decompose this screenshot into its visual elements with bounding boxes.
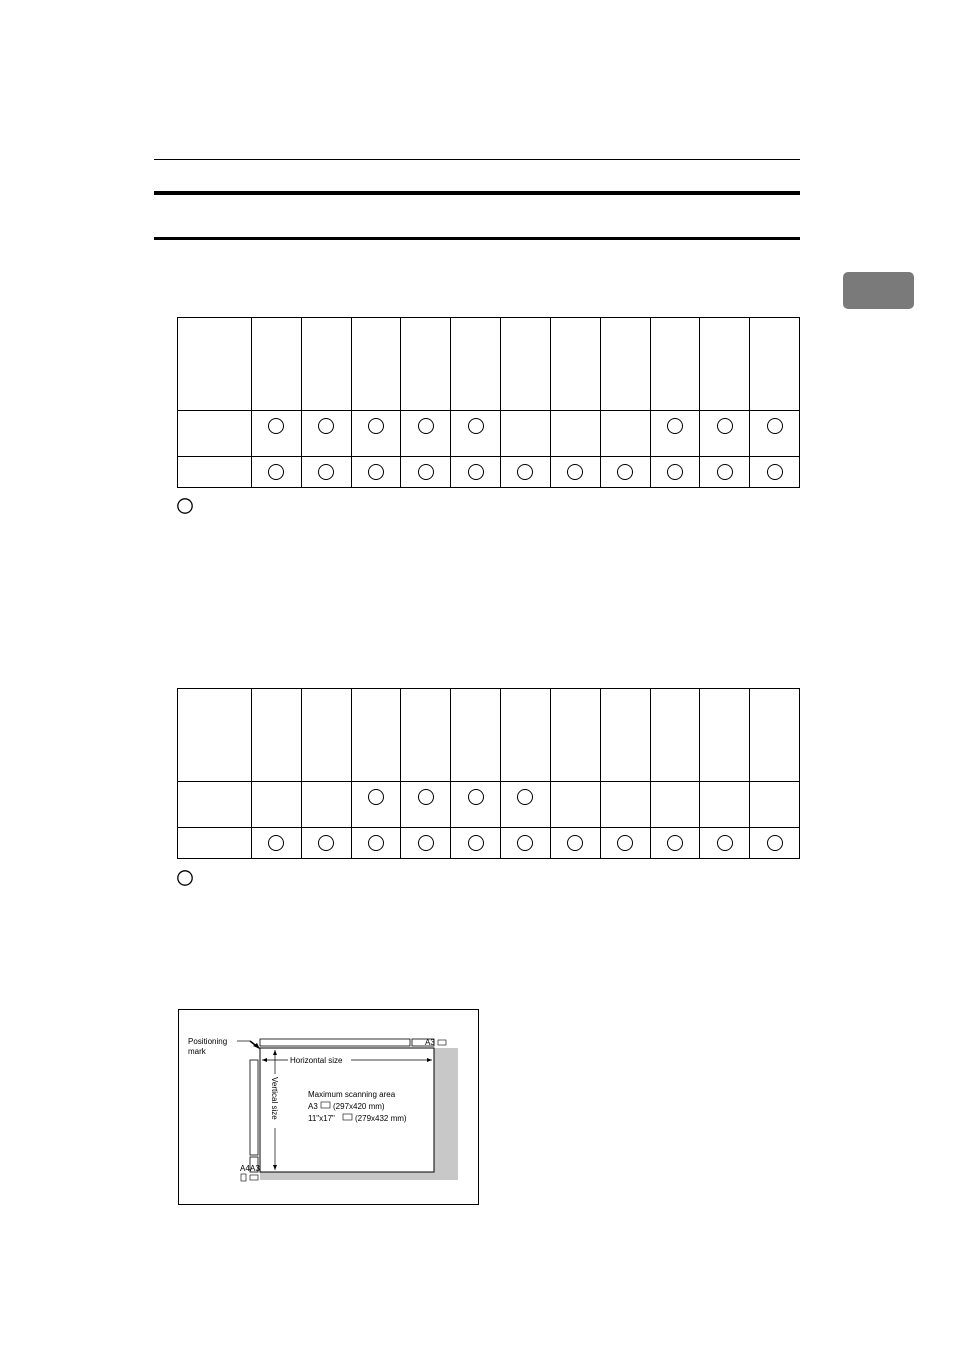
- available-circle-icon: [617, 835, 633, 851]
- a3-top-label: A3: [425, 1038, 435, 1047]
- availability-cell: [401, 828, 451, 859]
- availability-cell: [750, 457, 800, 488]
- availability-cell: [451, 457, 501, 488]
- available-circle-icon: [667, 464, 683, 480]
- availability-cell: [301, 411, 351, 457]
- available-circle-icon: [717, 418, 733, 434]
- header-size-cell: [650, 318, 700, 411]
- available-circle-icon: [767, 835, 783, 851]
- available-circle-icon: [667, 835, 683, 851]
- header-label-cell: [178, 689, 252, 782]
- availability-cell: [501, 457, 551, 488]
- availability-cell: [252, 782, 302, 828]
- available-circle-icon: [517, 789, 533, 805]
- availability-cell: [301, 828, 351, 859]
- available-circle-icon: [667, 418, 683, 434]
- horizontal-size-label: Horizontal size: [290, 1056, 343, 1065]
- max-area-ledger-dims: (279x432 mm): [355, 1114, 407, 1123]
- availability-cell: [252, 828, 302, 859]
- header-size-cell: [750, 318, 800, 411]
- availability-cell: [550, 457, 600, 488]
- row-label-cell: [178, 828, 252, 859]
- row-label-cell: [178, 782, 252, 828]
- availability-cell: [550, 411, 600, 457]
- header-size-cell: [252, 689, 302, 782]
- header-size-cell: [301, 318, 351, 411]
- available-circle-icon: [418, 418, 434, 434]
- available-circle-icon: [567, 464, 583, 480]
- legend-circle-icon-1: [177, 498, 193, 514]
- available-circle-icon: [318, 464, 334, 480]
- max-area-ledger-prefix: 11"x17": [308, 1114, 335, 1123]
- availability-cell: [301, 457, 351, 488]
- available-circle-icon: [717, 464, 733, 480]
- availability-cell: [252, 457, 302, 488]
- a3-bottom-label: A3: [250, 1164, 260, 1173]
- header-size-cell: [301, 689, 351, 782]
- availability-cell: [650, 828, 700, 859]
- positioning-mark-label-2: mark: [188, 1047, 206, 1056]
- max-area-a3-dims: (297x420 mm): [333, 1102, 385, 1111]
- header-size-cell: [700, 689, 750, 782]
- available-circle-icon: [418, 464, 434, 480]
- header-size-cell: [750, 689, 800, 782]
- max-area-title: Maximum scanning area: [308, 1090, 396, 1099]
- header-size-cell: [550, 689, 600, 782]
- available-circle-icon: [368, 789, 384, 805]
- availability-cell: [301, 782, 351, 828]
- section-heading-bottom-rule: [154, 237, 800, 240]
- available-circle-icon: [318, 835, 334, 851]
- chapter-tab-marker: [843, 272, 914, 309]
- available-circle-icon: [767, 464, 783, 480]
- available-circle-icon: [418, 835, 434, 851]
- availability-cell: [600, 828, 650, 859]
- row-label-cell: [178, 457, 252, 488]
- header-size-cell: [252, 318, 302, 411]
- availability-cell: [252, 411, 302, 457]
- available-circle-icon: [468, 418, 484, 434]
- a4-label: A4: [240, 1164, 250, 1173]
- top-scale-bar: [260, 1039, 410, 1046]
- availability-cell: [351, 828, 401, 859]
- available-circle-icon: [517, 835, 533, 851]
- max-area-a3-prefix: A3: [308, 1102, 318, 1111]
- scanning-area-diagram: [179, 1010, 480, 1206]
- availability-cell: [650, 457, 700, 488]
- available-circle-icon: [368, 464, 384, 480]
- availability-cell: [700, 411, 750, 457]
- available-circle-icon: [468, 835, 484, 851]
- legend-circle-icon-2: [177, 870, 193, 886]
- table-row: [178, 457, 800, 488]
- landscape-orientation-icon: [438, 1040, 446, 1045]
- available-circle-icon: [368, 835, 384, 851]
- section-heading-top-rule: [154, 191, 800, 195]
- availability-cell: [600, 782, 650, 828]
- availability-cell: [650, 782, 700, 828]
- availability-table-2: [177, 688, 800, 859]
- available-circle-icon: [617, 464, 633, 480]
- availability-cell: [451, 828, 501, 859]
- a3-landscape-small-icon: [250, 1175, 258, 1180]
- header-size-cell: [401, 318, 451, 411]
- availability-cell: [401, 411, 451, 457]
- availability-cell: [750, 411, 800, 457]
- availability-cell: [700, 457, 750, 488]
- availability-cell: [451, 411, 501, 457]
- availability-cell: [600, 411, 650, 457]
- available-circle-icon: [268, 464, 284, 480]
- availability-cell: [550, 828, 600, 859]
- header-size-cell: [401, 689, 451, 782]
- header-size-cell: [451, 318, 501, 411]
- availability-cell: [501, 828, 551, 859]
- top-thin-rule: [154, 159, 800, 160]
- header-size-cell: [451, 689, 501, 782]
- available-circle-icon: [767, 418, 783, 434]
- availability-cell: [351, 457, 401, 488]
- left-scale-bar: [250, 1060, 258, 1155]
- availability-cell: [401, 782, 451, 828]
- available-circle-icon: [268, 835, 284, 851]
- available-circle-icon: [717, 835, 733, 851]
- availability-cell: [750, 782, 800, 828]
- availability-cell: [401, 457, 451, 488]
- scanning-area-figure: [178, 1009, 479, 1205]
- availability-cell: [550, 782, 600, 828]
- available-circle-icon: [368, 418, 384, 434]
- availability-cell: [351, 782, 401, 828]
- table-row: [178, 782, 800, 828]
- available-circle-icon: [318, 418, 334, 434]
- header-size-cell: [501, 689, 551, 782]
- availability-cell: [501, 782, 551, 828]
- availability-cell: [650, 411, 700, 457]
- availability-cell: [351, 411, 401, 457]
- availability-cell: [501, 411, 551, 457]
- header-size-cell: [501, 318, 551, 411]
- availability-cell: [750, 828, 800, 859]
- available-circle-icon: [567, 835, 583, 851]
- table-row: [178, 411, 800, 457]
- vertical-size-label: Vertical size: [270, 1077, 279, 1120]
- header-label-cell: [178, 318, 252, 411]
- availability-cell: [700, 782, 750, 828]
- header-size-cell: [600, 318, 650, 411]
- positioning-mark-label-1: Positioning: [188, 1037, 228, 1046]
- available-circle-icon: [468, 464, 484, 480]
- available-circle-icon: [517, 464, 533, 480]
- availability-cell: [600, 457, 650, 488]
- header-size-cell: [600, 689, 650, 782]
- header-size-cell: [650, 689, 700, 782]
- availability-cell: [700, 828, 750, 859]
- availability-table-1: [177, 317, 800, 488]
- header-size-cell: [700, 318, 750, 411]
- a4-portrait-icon: [241, 1174, 246, 1181]
- row-label-cell: [178, 411, 252, 457]
- header-size-cell: [351, 318, 401, 411]
- header-size-cell: [351, 689, 401, 782]
- header-size-cell: [550, 318, 600, 411]
- table-row: [178, 828, 800, 859]
- available-circle-icon: [418, 789, 434, 805]
- available-circle-icon: [268, 418, 284, 434]
- availability-cell: [451, 782, 501, 828]
- available-circle-icon: [468, 789, 484, 805]
